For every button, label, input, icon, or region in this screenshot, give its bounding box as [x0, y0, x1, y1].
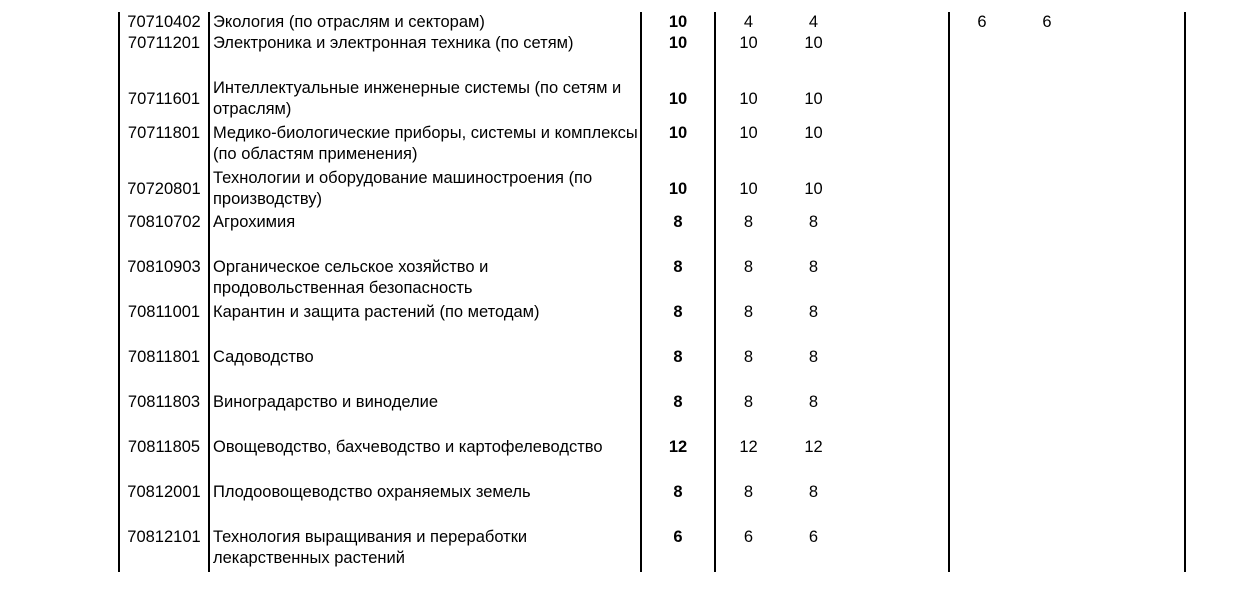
- total-value: 10: [641, 123, 715, 168]
- value-b: 12: [804, 438, 823, 456]
- table-row: [119, 78, 1185, 123]
- table-row: [119, 347, 1185, 392]
- value-b: 8: [808, 213, 819, 231]
- empty-cell: [846, 482, 949, 527]
- specialty-name: Карантин и защита растений (по методам): [213, 303, 540, 321]
- specialty-code: 70710402: [119, 12, 209, 33]
- value-a: 8: [743, 348, 754, 366]
- value-c: [949, 302, 1014, 347]
- value-c: [949, 123, 1014, 168]
- empty-cell: [1080, 123, 1185, 168]
- value-c: [949, 257, 1014, 302]
- total-value: 10: [641, 33, 715, 78]
- value-b: 8: [808, 348, 819, 366]
- empty-cell: [846, 123, 949, 168]
- value-d: [1014, 168, 1080, 212]
- value-a: 10: [739, 180, 758, 198]
- empty-cell: [846, 12, 949, 33]
- specialty-name: Агрохимия: [213, 213, 296, 231]
- specialty-code: 70811001: [119, 302, 209, 347]
- total-value: 6: [641, 527, 715, 572]
- value-c: [949, 168, 1014, 212]
- value-a: 4: [743, 13, 754, 31]
- specialty-code: 70812001: [119, 482, 209, 527]
- empty-cell: [1080, 437, 1185, 482]
- specialty-name: Электроника и электронная техника (по сетям): [213, 34, 574, 52]
- table-row: [119, 482, 1185, 527]
- table-row: [119, 437, 1185, 482]
- value-d: [1014, 347, 1080, 392]
- total-value: 10: [641, 168, 715, 212]
- table-row: [119, 212, 1185, 257]
- specialty-code: 70811805: [119, 437, 209, 482]
- table-row: [119, 168, 1185, 212]
- total-value: 8: [641, 392, 715, 437]
- specialty-table: [118, 12, 1186, 572]
- value-b: 8: [808, 303, 819, 321]
- value-d: [1014, 392, 1080, 437]
- total-value: 12: [641, 437, 715, 482]
- empty-cell: [1080, 33, 1185, 78]
- specialty-name: Органическое сельское хозяйство и продовольственная безопасность: [213, 258, 489, 297]
- specialty-code: 70711201: [119, 33, 209, 78]
- value-b: 8: [808, 393, 819, 411]
- empty-cell: [846, 302, 949, 347]
- empty-cell: [846, 257, 949, 302]
- value-a: 10: [739, 34, 758, 52]
- specialty-name: Технологии и оборудование машиностроения (по производству): [213, 169, 593, 208]
- specialty-name: Виноградарство и виноделие: [213, 393, 438, 411]
- value-c: [949, 33, 1014, 78]
- specialty-name: Медико-биологические приборы, системы и комплексы (по областям применения): [213, 124, 638, 163]
- value-c: [949, 527, 1014, 572]
- empty-cell: [1080, 527, 1185, 572]
- specialty-code: 70811801: [119, 347, 209, 392]
- table-row: [119, 123, 1185, 168]
- specialty-name: Экология (по отраслям и секторам): [213, 13, 485, 31]
- value-c: [949, 347, 1014, 392]
- value-c: [949, 212, 1014, 257]
- total-value: 8: [641, 302, 715, 347]
- value-d: [1014, 257, 1080, 302]
- empty-cell: [846, 392, 949, 437]
- value-b: 8: [808, 483, 819, 501]
- value-c: 6: [949, 12, 1014, 33]
- value-a: 6: [743, 528, 754, 546]
- table-row: [119, 302, 1185, 347]
- table-row: [119, 257, 1185, 302]
- empty-cell: [846, 78, 949, 123]
- value-b: 10: [804, 180, 823, 198]
- value-c: [949, 482, 1014, 527]
- empty-cell: [1080, 482, 1185, 527]
- table-row: [119, 392, 1185, 437]
- empty-cell: [1080, 12, 1185, 33]
- value-d: 6: [1042, 13, 1052, 31]
- value-b: 10: [804, 90, 823, 108]
- total-value: 10: [641, 12, 715, 33]
- value-b: 6: [808, 528, 819, 546]
- empty-cell: [1080, 168, 1185, 212]
- specialty-code: 70811803: [119, 392, 209, 437]
- value-c: [949, 78, 1014, 123]
- specialty-code: 70720801: [119, 168, 209, 212]
- value-d: [1014, 482, 1080, 527]
- value-b: 10: [804, 34, 823, 52]
- value-c: [949, 437, 1014, 482]
- specialty-name: Интеллектуальные инженерные системы (по сетям и отраслям): [213, 79, 622, 118]
- total-value: 8: [641, 347, 715, 392]
- empty-cell: [1080, 302, 1185, 347]
- value-a: 8: [743, 213, 754, 231]
- empty-cell: [846, 527, 949, 572]
- empty-cell: [846, 437, 949, 482]
- empty-cell: [1080, 347, 1185, 392]
- value-b: 10: [804, 124, 823, 142]
- value-d: [1014, 302, 1080, 347]
- value-b: 4: [808, 13, 819, 31]
- total-value: 8: [641, 212, 715, 257]
- value-a: 10: [739, 124, 758, 142]
- value-d: [1014, 212, 1080, 257]
- specialty-code: 70711801: [119, 123, 209, 168]
- specialty-code: 70810903: [119, 257, 209, 302]
- empty-cell: [1080, 257, 1185, 302]
- table-row: [119, 527, 1185, 572]
- specialty-code: 70812101: [119, 527, 209, 572]
- total-value: 8: [641, 482, 715, 527]
- table-row: [119, 33, 1185, 78]
- value-a: 12: [739, 438, 758, 456]
- empty-cell: [846, 347, 949, 392]
- specialty-code: 70810702: [119, 212, 209, 257]
- empty-cell: [1080, 78, 1185, 123]
- total-value: 8: [641, 257, 715, 302]
- empty-cell: [846, 33, 949, 78]
- empty-cell: [846, 212, 949, 257]
- value-a: 8: [743, 303, 754, 321]
- value-a: 8: [743, 483, 754, 501]
- total-value: 10: [641, 78, 715, 123]
- value-a: 10: [739, 90, 758, 108]
- value-a: 8: [743, 258, 754, 276]
- specialty-name: Плодоовощеводство охраняемых земель: [213, 483, 531, 501]
- specialty-name: Овощеводство, бахчеводство и картофелеводство: [213, 438, 603, 456]
- value-d: [1014, 78, 1080, 123]
- value-b: 8: [808, 258, 819, 276]
- specialty-code: 70711601: [119, 78, 209, 123]
- value-d: [1014, 123, 1080, 168]
- value-d: [1014, 437, 1080, 482]
- value-a: 8: [743, 393, 754, 411]
- empty-cell: [1080, 212, 1185, 257]
- specialty-name: Садоводство: [213, 348, 314, 366]
- empty-cell: [846, 168, 949, 212]
- specialty-name: Технология выращивания и переработки лекарственных растений: [213, 528, 528, 567]
- empty-cell: [1080, 392, 1185, 437]
- value-d: [1014, 33, 1080, 78]
- value-c: [949, 392, 1014, 437]
- table-row: [119, 12, 1185, 33]
- value-d: [1014, 527, 1080, 572]
